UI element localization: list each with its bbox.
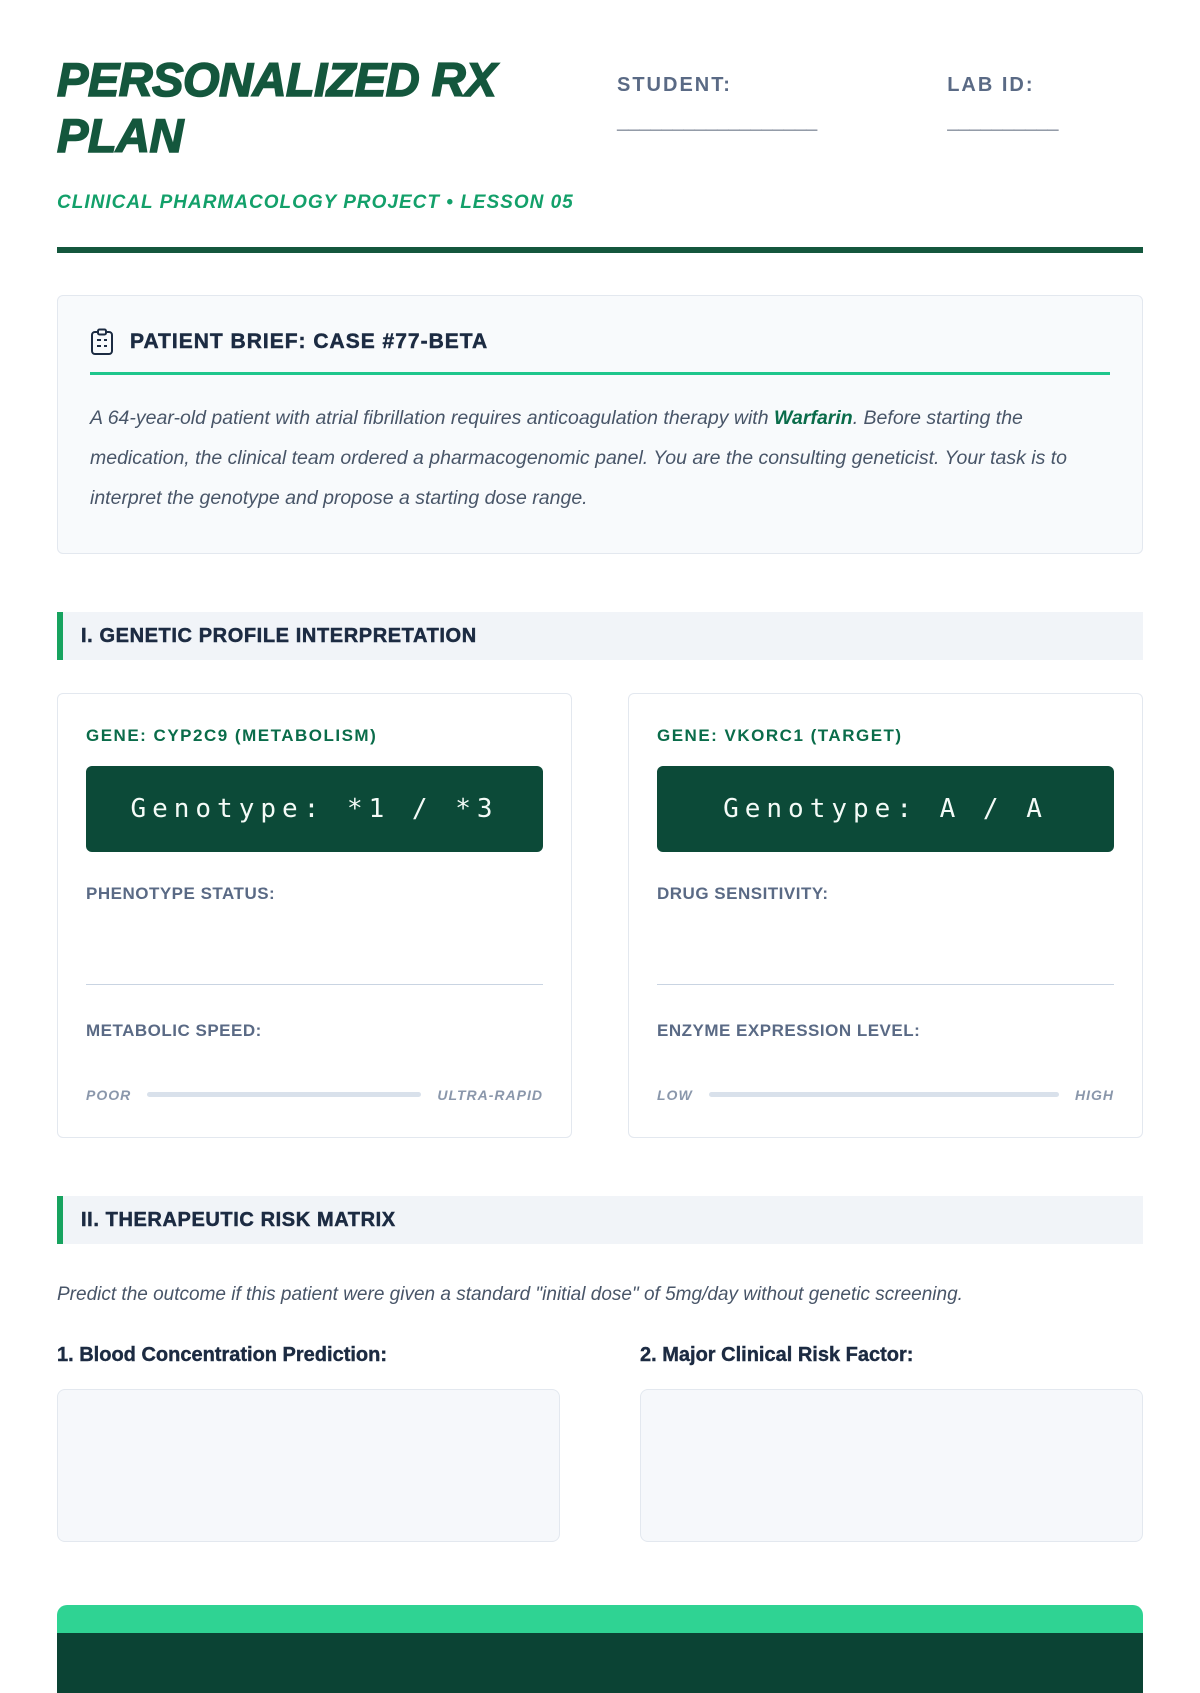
patient-brief-title: PATIENT BRIEF: CASE #77-BETA [130,329,489,353]
page-subtitle: CLINICAL PHARMACOLOGY PROJECT • LESSON 05 [57,191,574,213]
gene-card-vkorc1 [628,693,1143,1138]
scale-right-label: ULTRA-RAPID [437,1086,543,1103]
drug-name: Warfarin [773,406,853,429]
enzyme-expression-label: ENZYME EXPRESSION LEVEL: [657,1020,921,1040]
student-write-line[interactable]: __________________ [617,111,818,133]
scale-track[interactable] [709,1092,1059,1097]
gene-cards-row [57,693,1143,1138]
brief-text-after: . Before starting the medication, the clinical team ordered a pharmacogenomic panel. You are the consulting geneticist. Your task is to interpret the genotype and propose a starting dose range. [90,406,1068,509]
next-section-accent-strip [57,1605,1143,1633]
phenotype-status-write-line[interactable] [86,984,543,985]
header-title-block [57,52,617,221]
brief-text-before: A 64-year-old patient with atrial fibrillation requires anticoagulation therapy with [90,406,774,429]
section-2-header [57,1196,1143,1244]
genotype-value-box: Genotype: *1 / *3 [86,766,543,852]
phenotype-status-label: PHENOTYPE STATUS: [86,883,276,903]
genotype-value-box: Genotype: A / A [657,766,1114,852]
questions-row [57,1344,1143,1542]
page-title: PERSONALIZED RX PLAN [57,53,497,163]
metabolic-speed-label: METABOLIC SPEED: [86,1020,262,1040]
scale-track[interactable] [147,1092,421,1097]
question-label: 2. Major Clinical Risk Factor: [640,1343,914,1366]
gene-label: GENE: VKORC1 (TARGET) [657,725,903,745]
section-2-instruction: Predict the outcome if this patient were given a standard "initial dose" of 5mg/day without genetic screening. [57,1283,963,1305]
patient-brief-text [90,399,1110,519]
answer-box-blood-concentration[interactable] [57,1389,560,1542]
scale-left-label: POOR [86,1086,132,1103]
next-section-panel [57,1605,1143,1693]
header [57,52,1143,221]
metabolic-speed-scale [86,1087,543,1103]
next-section-body [57,1633,1143,1693]
patient-brief-title-row [90,328,1110,356]
scale-left-label: LOW [657,1086,693,1103]
patient-brief-panel [57,295,1143,554]
section-1-title: I. GENETIC PROFILE INTERPRETATION [81,624,477,647]
scale-right-label: HIGH [1075,1086,1114,1103]
gene-card-cyp2c9 [57,693,572,1138]
lab-id-write-line[interactable]: __________ [947,111,1059,133]
section-1-header [57,612,1143,660]
lab-id-field [947,74,1058,134]
header-fill-fields [617,52,1058,134]
question-risk-factor [640,1344,1143,1542]
answer-box-risk-factor[interactable] [640,1389,1143,1542]
drug-sensitivity-label: DRUG SENSITIVITY: [657,883,829,903]
header-divider [57,247,1143,253]
patient-brief-underline [90,372,1110,375]
section-2-title: II. THERAPEUTIC RISK MATRIX [81,1208,396,1231]
question-label: 1. Blood Concentration Prediction: [57,1343,388,1366]
enzyme-expression-scale [657,1087,1114,1103]
gene-label: GENE: CYP2C9 (METABOLISM) [86,725,378,745]
drug-sensitivity-write-line[interactable] [657,984,1114,985]
student-field [617,74,817,134]
question-blood-concentration [57,1344,560,1542]
student-label: STUDENT: [617,74,732,96]
clipboard-icon [90,328,114,356]
lab-id-label: LAB ID: [947,74,1035,96]
